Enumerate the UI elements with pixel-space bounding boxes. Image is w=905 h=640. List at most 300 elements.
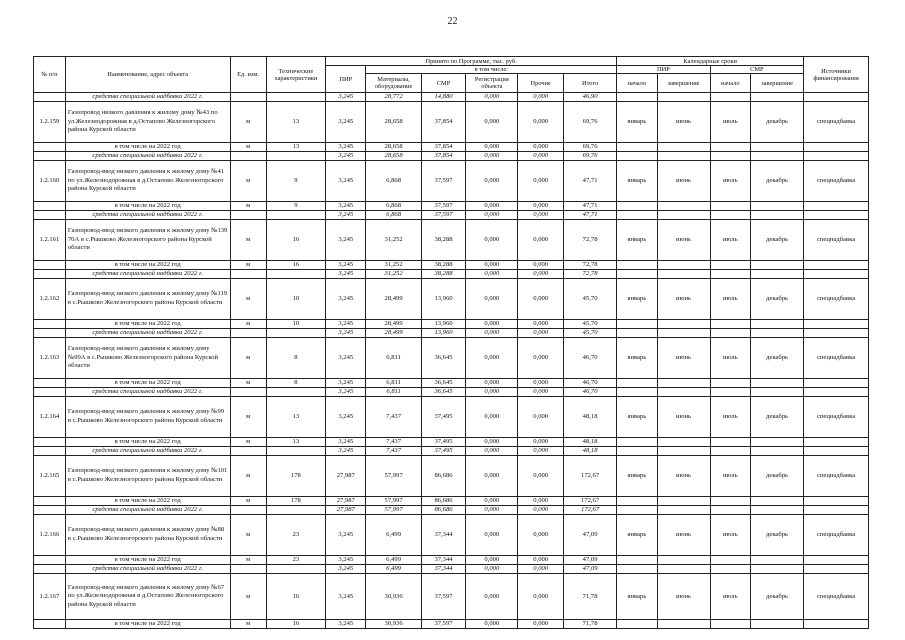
cell-start-smr: июль [710,161,750,202]
header-schedule: Календарные сроки [617,57,804,66]
cell-mat: 6,868 [366,211,421,220]
cell-smr: 37,495 [421,397,466,438]
cell-tech: 16 [266,620,325,629]
cell-start-pir: январь [617,220,657,261]
cell-end-smr: декабрь [750,102,803,143]
cell-start-pir: январь [617,102,657,143]
cell-total: 46,70 [564,379,617,388]
cell-mat: 6,868 [366,161,421,202]
cell-smr: 36,645 [421,388,466,397]
sum-label: в том числе на 2022 год [65,320,230,329]
cell-other: 0,000 [518,388,564,397]
cell-smr: 37,597 [421,211,466,220]
cell-smr: 37,854 [421,102,466,143]
program-table [33,56,869,629]
cell-unit: м [230,161,266,202]
cell-mat: 57,997 [366,506,421,515]
cell-reg: 0,000 [466,497,518,506]
cell-reg: 0,000 [466,565,518,574]
cell-mat: 6,868 [366,202,421,211]
cell-tech: 13 [266,143,325,152]
cell-start-smr: июль [710,338,750,379]
cell-mat: 28,658 [366,152,421,161]
cell-funding: спецнадбавка [804,161,869,202]
cell-smr: 38,288 [421,261,466,270]
cell-smr: 36,645 [421,338,466,379]
cell-smr: 37,495 [421,438,466,447]
header-sched-pir: ПИР [617,66,710,74]
cell-no: 1.2.167 [34,574,66,620]
cell-reg: 0,000 [466,447,518,456]
cell-name: Газопровод-ввод низкого давления к жилому дому №119 в с.Рышково Железногорского района Курской области [65,279,230,320]
cell-total: 47,71 [564,161,617,202]
cell-mat: 30,936 [366,620,421,629]
table-header [34,57,869,93]
cell-end-pir: июнь [657,456,710,497]
cell-total: 45,70 [564,279,617,320]
table-body [34,93,869,629]
sum-label: в том числе на 2022 год [65,261,230,270]
sum-row [34,261,869,270]
cell-other: 0,000 [518,161,564,202]
header-total: Итого [564,74,617,93]
cell-total: 48,18 [564,447,617,456]
cell-smr: 13,960 [421,279,466,320]
cell-reg: 0,000 [466,161,518,202]
cell-other: 0,000 [518,379,564,388]
cell-reg: 0,000 [466,211,518,220]
table-row [34,397,869,438]
header-other: Прочие [518,74,564,93]
cell-total: 46,70 [564,388,617,397]
cell-pir: 3,245 [326,338,366,379]
avg-label: средства специальной надбавки 2022 г. [65,270,230,279]
cell-smr: 86,686 [421,497,466,506]
header-end-pir: завершение [657,74,710,93]
cell-pir: 3,245 [326,202,366,211]
sum-label: в том числе на 2022 год [65,497,230,506]
cell-pir: 3,245 [326,102,366,143]
cell-funding: спецнадбавка [804,338,869,379]
cell-total: 172,67 [564,506,617,515]
cell-end-pir: июнь [657,220,710,261]
cell-tech: 23 [266,515,325,556]
cell-tech: 13 [266,397,325,438]
cell-tech: 23 [266,556,325,565]
cell-total: 69,76 [564,102,617,143]
cell-name: Газопровод-ввод низкого давления к жилому дому №88 в с.Рышково Железногорского района Курской области [65,515,230,556]
header-materials: Материалы, оборудование [366,74,421,93]
cell-pir: 3,245 [326,379,366,388]
header-funding: Источники финансирования [804,57,869,93]
cell-total: 46,90 [564,93,617,102]
cell-mat: 6,811 [366,379,421,388]
cell-smr: 37,495 [421,447,466,456]
cell-reg: 0,000 [466,438,518,447]
cell-end-smr: декабрь [750,397,803,438]
avg-row [34,506,869,515]
cell-tech: 178 [266,456,325,497]
cell-mat: 28,499 [366,329,421,338]
cell-tech: 8 [266,379,325,388]
cell-name: Газопровод-ввод низкого давления к жилому дому №99А в с.Рышково Железногорского района Курской области [65,338,230,379]
cell-smr: 38,288 [421,220,466,261]
cell-mat: 6,499 [366,556,421,565]
cell-mat: 57,997 [366,456,421,497]
sum-label: в том числе на 2022 год [65,143,230,152]
cell-mat: 6,499 [366,515,421,556]
cell-total: 47,71 [564,202,617,211]
table-row [34,220,869,261]
cell-other: 0,000 [518,102,564,143]
cell-smr: 37,344 [421,565,466,574]
cell-unit: м [230,261,266,270]
cell-other: 0,000 [518,397,564,438]
cell-reg: 0,000 [466,261,518,270]
sum-label: в том числе на 2022 год [65,556,230,565]
cell-name: Газопровод-ввод низкого давления к жилому дому №67 по ул.Железнодорожная в д.Остапово Железногорского района Курской области [65,574,230,620]
cell-name: Газопровод-ввод низкого давления к жилому дому №41 по ул.Железнодорожная в д.Остапово Железногорского района Курской области [65,161,230,202]
cell-mat: 6,811 [366,388,421,397]
avg-row [34,93,869,102]
cell-mat: 6,811 [366,338,421,379]
cell-end-pir: июнь [657,574,710,620]
cell-no: 1.2.160 [34,161,66,202]
cell-other: 0,000 [518,506,564,515]
cell-pir: 3,245 [326,220,366,261]
cell-reg: 0,000 [466,338,518,379]
cell-total: 72,78 [564,270,617,279]
cell-reg: 0,000 [466,515,518,556]
cell-name: Газопровод низкого давления к жилому дому №43 по ул.Железнодорожная в д.Остапово Железногорского района Курской области [65,102,230,143]
cell-end-pir: июнь [657,161,710,202]
cell-smr: 37,597 [421,202,466,211]
header-end-smr: завершение [750,74,803,93]
cell-start-smr: июль [710,397,750,438]
cell-pir: 3,245 [326,161,366,202]
sum-row [34,202,869,211]
avg-label: средства специальной надбавки 2022 г. [65,447,230,456]
header-unit: Ед. изм. [230,57,266,93]
cell-pir: 3,245 [326,152,366,161]
cell-other: 0,000 [518,143,564,152]
cell-start-smr: июль [710,456,750,497]
cell-smr: 13,960 [421,329,466,338]
avg-row [34,447,869,456]
cell-unit: м [230,397,266,438]
cell-tech: 178 [266,497,325,506]
cell-no: 1.2.166 [34,515,66,556]
cell-mat: 6,499 [366,565,421,574]
cell-pir: 3,245 [326,329,366,338]
cell-funding: спецнадбавка [804,220,869,261]
cell-name: Газопровод-ввод низкого давления к жилому дому №101 в с.Рышково Железногорского района Курской области [65,456,230,497]
cell-unit: м [230,456,266,497]
header-smr: СМР [421,74,466,93]
cell-funding: спецнадбавка [804,397,869,438]
cell-unit: м [230,379,266,388]
cell-pir: 3,245 [326,565,366,574]
cell-smr: 86,686 [421,456,466,497]
cell-end-smr: декабрь [750,220,803,261]
cell-total: 69,76 [564,152,617,161]
sum-row [34,438,869,447]
cell-pir: 3,245 [326,447,366,456]
cell-reg: 0,000 [466,320,518,329]
cell-unit: м [230,202,266,211]
cell-tech: 13 [266,438,325,447]
cell-reg: 0,000 [466,379,518,388]
cell-other: 0,000 [518,93,564,102]
cell-start-smr: июль [710,574,750,620]
cell-tech: 10 [266,279,325,320]
cell-no: 1.2.159 [34,102,66,143]
cell-start-pir: январь [617,161,657,202]
cell-other: 0,000 [518,338,564,379]
cell-smr: 14,880 [421,93,466,102]
header-start-smr: начало [710,74,750,93]
cell-reg: 0,000 [466,102,518,143]
table-row [34,515,869,556]
cell-smr: 37,854 [421,143,466,152]
cell-total: 172,67 [564,456,617,497]
cell-smr: 37,854 [421,152,466,161]
cell-unit: м [230,320,266,329]
header-no: № п/п [34,57,66,93]
cell-reg: 0,000 [466,152,518,161]
cell-unit: м [230,143,266,152]
cell-total: 47,71 [564,211,617,220]
header-start-pir: начало [617,74,657,93]
cell-other: 0,000 [518,211,564,220]
cell-end-smr: декабрь [750,456,803,497]
cell-pir: 27,987 [326,456,366,497]
cell-total: 71,78 [564,574,617,620]
cell-end-pir: июнь [657,397,710,438]
table-row [34,338,869,379]
cell-unit: м [230,438,266,447]
cell-mat: 31,252 [366,270,421,279]
table-row [34,102,869,143]
cell-start-smr: июль [710,279,750,320]
cell-total: 72,78 [564,220,617,261]
cell-other: 0,000 [518,447,564,456]
cell-reg: 0,000 [466,506,518,515]
cell-pir: 3,245 [326,620,366,629]
cell-other: 0,000 [518,574,564,620]
cell-total: 71,78 [564,620,617,629]
cell-other: 0,000 [518,438,564,447]
avg-row [34,270,869,279]
cell-start-pir: январь [617,338,657,379]
sum-label: в том числе на 2022 год [65,379,230,388]
cell-unit: м [230,338,266,379]
cell-total: 46,70 [564,338,617,379]
cell-tech: 16 [266,220,325,261]
cell-funding: спецнадбавка [804,574,869,620]
cell-reg: 0,000 [466,329,518,338]
cell-reg: 0,000 [466,279,518,320]
cell-pir: 3,245 [326,574,366,620]
cell-end-pir: июнь [657,338,710,379]
cell-pir: 3,245 [326,270,366,279]
sum-row [34,320,869,329]
cell-unit: м [230,556,266,565]
avg-row [34,329,869,338]
cell-other: 0,000 [518,152,564,161]
cell-pir: 3,245 [326,261,366,270]
cell-start-pir: январь [617,456,657,497]
cell-start-pir: январь [617,574,657,620]
cell-end-smr: декабрь [750,279,803,320]
avg-label: средства специальной надбавки 2022 г. [65,506,230,515]
cell-mat: 28,499 [366,320,421,329]
cell-tech: 9 [266,161,325,202]
sum-label: в том числе на 2022 год [65,620,230,629]
header-sched-smr: СМР [710,66,803,74]
cell-total: 45,70 [564,329,617,338]
header-tech: Технические характеристики [266,57,325,93]
cell-reg: 0,000 [466,456,518,497]
cell-mat: 31,252 [366,220,421,261]
cell-other: 0,000 [518,261,564,270]
header-name: Наименование, адрес объекта [65,57,230,93]
cell-registration: 0,000 [466,93,518,102]
cell-mat: 28,499 [366,279,421,320]
cell-smr: 37,597 [421,574,466,620]
cell-pir: 3,245 [326,515,366,556]
cell-reg: 0,000 [466,388,518,397]
header-incl: в том числе: [366,66,617,74]
cell-pir: 3,245 [326,93,366,102]
cell-unit: м [230,497,266,506]
cell-other: 0,000 [518,279,564,320]
avg-label: средства специальной надбавки 2022 г. [65,565,230,574]
table-row [34,161,869,202]
avg-label: средства специальной надбавки 2022 г. [65,329,230,338]
cell-smr: 37,344 [421,556,466,565]
cell-reg: 0,000 [466,620,518,629]
cell-reg: 0,000 [466,270,518,279]
cell-other: 0,000 [518,270,564,279]
cell-total: 69,76 [564,143,617,152]
cell-start-smr: июль [710,515,750,556]
cell-reg: 0,000 [466,202,518,211]
cell-other: 0,000 [518,515,564,556]
cell-mat: 7,437 [366,438,421,447]
sum-row [34,620,869,629]
cell-end-pir: июнь [657,102,710,143]
cell-no: 1.2.164 [34,397,66,438]
avg-row [34,211,869,220]
cell-funding: спецнадбавка [804,515,869,556]
cell-tech: 9 [266,202,325,211]
cell-start-pir: январь [617,397,657,438]
cell-mat: 7,437 [366,447,421,456]
cell-funding: спецнадбавка [804,102,869,143]
cell-reg: 0,000 [466,220,518,261]
avg-label: средства специальной надбавки 2022 г. [65,152,230,161]
avg-label: средства специальной надбавки 2022 г. [65,211,230,220]
cell-other: 0,000 [518,620,564,629]
sum-label: в том числе на 2022 год [65,438,230,447]
cell-tech: 8 [266,338,325,379]
cell-start-smr: июль [710,220,750,261]
cell-materials: 28,772 [366,93,421,102]
cell-reg: 0,000 [466,556,518,565]
cell-pir: 27,987 [326,506,366,515]
cell-pir: 3,245 [326,279,366,320]
sum-row [34,497,869,506]
cell-other: 0,000 [518,220,564,261]
table-row [34,574,869,620]
cell-other: 0,000 [518,329,564,338]
avg-row [34,565,869,574]
cell-reg: 0,000 [466,574,518,620]
cell-tech: 10 [266,320,325,329]
cell-total: 72,78 [564,261,617,270]
cell-no: 1.2.161 [34,220,66,261]
cell-total: 47,09 [564,515,617,556]
cell-reg: 0,000 [466,397,518,438]
cell-end-smr: декабрь [750,161,803,202]
sum-label: в том числе на 2022 год [65,202,230,211]
cell-tech: 16 [266,261,325,270]
cell-no: 1.2.165 [34,456,66,497]
cell-smr: 38,288 [421,270,466,279]
cell-tech: 16 [266,574,325,620]
sum-row [34,379,869,388]
cell-smr: 13,960 [421,320,466,329]
cell-unit: м [230,279,266,320]
cell-total: 45,70 [564,320,617,329]
cell-smr: 37,597 [421,620,466,629]
cell-end-smr: декабрь [750,574,803,620]
avg-row [34,388,869,397]
cell-no: 1.2.162 [34,279,66,320]
table-row [34,456,869,497]
cell-total: 172,67 [564,497,617,506]
cell-pir: 3,245 [326,388,366,397]
cell-total: 47,09 [564,556,617,565]
avg-row [34,152,869,161]
cell-reg: 0,000 [466,143,518,152]
sum-row [34,143,869,152]
cell-pir: 27,987 [326,497,366,506]
cell-mat: 57,997 [366,497,421,506]
cell-other: 0,000 [518,456,564,497]
cell-pir: 3,245 [326,143,366,152]
cell-end-smr: декабрь [750,338,803,379]
cell-total: 48,18 [564,397,617,438]
header-program: Принято по Программе, тыс. руб. [326,57,617,66]
cell-start-pir: январь [617,279,657,320]
cell-unit: м [230,515,266,556]
cell-other: 0,000 [518,202,564,211]
cell-unit: м [230,102,266,143]
cell-unit: м [230,620,266,629]
table-row [34,279,869,320]
cell-end-smr: декабрь [750,515,803,556]
cell-start-smr: июль [710,102,750,143]
cell-total: 48,18 [564,438,617,447]
page-number: 22 [447,16,458,27]
cell-pir: 3,245 [326,438,366,447]
cell-other: 0,000 [518,556,564,565]
cell-smr: 36,645 [421,379,466,388]
cell-other: 0,000 [518,497,564,506]
cell-other: 0,000 [518,320,564,329]
